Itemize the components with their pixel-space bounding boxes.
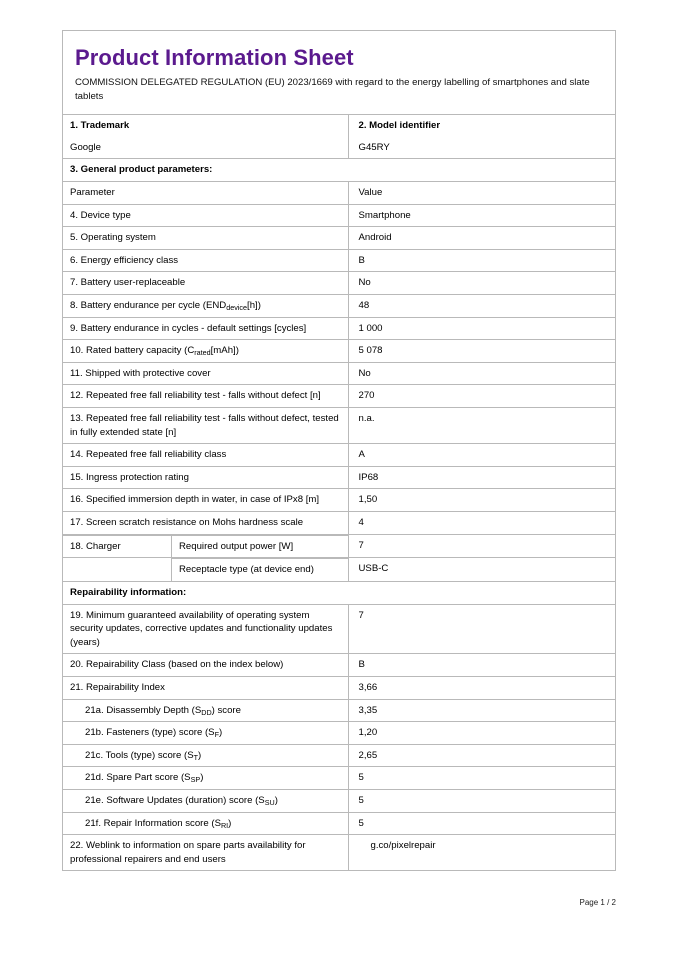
model-label: 2. Model identifier — [348, 115, 615, 137]
table-row — [63, 699, 615, 722]
row-label: 21a. Disassembly Depth $(S_{DD})$ score — [63, 699, 348, 722]
row-value: B — [348, 249, 615, 272]
row-label: 21b. Fasteners (type) score $(S_F)$ — [63, 722, 348, 745]
table-row-trademark-model — [63, 115, 615, 137]
table-row-column-headers — [63, 181, 615, 204]
row-value: Smartphone — [348, 204, 615, 227]
table-row — [63, 385, 615, 408]
charger-output-power-value: 7 — [348, 534, 615, 558]
product-information-sheet — [62, 30, 616, 871]
row-label: 4. Device type — [63, 204, 348, 227]
row-label: 17. Screen scratch resistance on Mohs hardness scale — [63, 512, 348, 535]
row-value: 48 — [348, 294, 615, 317]
row-value: 5 — [348, 812, 615, 835]
row-value: 7 — [348, 604, 615, 654]
row-value: 270 — [348, 385, 615, 408]
table-row — [63, 489, 615, 512]
table-row — [63, 227, 615, 250]
row-value: IP68 — [348, 466, 615, 489]
row-value: 3,35 — [348, 699, 615, 722]
charger-receptacle-value: USB-C — [348, 558, 615, 582]
table-row — [63, 444, 615, 467]
row-label: 8. Battery endurance per cycle $(END_{device}[h])$ — [63, 294, 348, 317]
model-value: G45RY — [358, 141, 390, 153]
table-row — [63, 249, 615, 272]
table-row — [63, 204, 615, 227]
row-label: 7. Battery user-replaceable — [63, 272, 348, 295]
table-row — [63, 317, 615, 340]
table-row — [63, 790, 615, 813]
row-label: 9. Battery endurance in cycles - default settings [cycles] — [63, 317, 348, 340]
table-row — [63, 512, 615, 535]
row-label: 20. Repairability Class (based on the index below) — [63, 654, 348, 677]
table-row — [63, 722, 615, 745]
subscript: T — [193, 752, 198, 762]
table-row — [63, 272, 615, 295]
table-body — [63, 115, 615, 871]
row-value: Android — [348, 227, 615, 250]
row-label: 10. Rated battery capacity $(C_{rated}[mAh])$ — [63, 340, 348, 363]
row-value: 4 — [348, 512, 615, 535]
table-row — [63, 767, 615, 790]
row-label: 19. Minimum guaranteed availability of operating system security updates, corrective updates and functionality updates (years) — [63, 604, 348, 654]
subscript: rated — [194, 348, 211, 358]
subscript: device — [226, 302, 248, 312]
subscript: DD — [201, 707, 212, 717]
page-footer: Page 1 / 2 — [579, 898, 616, 907]
row-value: 1,20 — [348, 722, 615, 745]
row-value: 3,66 — [348, 676, 615, 699]
row-value: n.a. — [348, 408, 615, 444]
table-row — [63, 408, 615, 444]
row-label: 12. Repeated free fall reliability test - falls without defect [n] — [63, 385, 348, 408]
charger-receptacle-cell — [63, 558, 348, 582]
table-row — [63, 466, 615, 489]
charger-label: 18. Charger — [63, 535, 172, 557]
row-value-weblink[interactable]: g.co/pixelrepair — [348, 835, 615, 871]
subscript: F — [214, 730, 219, 740]
row-label: 22. Weblink to information on spare parts availability for professional repairers and end users — [63, 835, 348, 871]
table-row — [63, 835, 615, 871]
row-value: 1 000 — [348, 317, 615, 340]
trademark-label: 1. Trademark — [63, 115, 348, 137]
table-row-trademark-model-values — [63, 137, 615, 159]
row-value: A — [348, 444, 615, 467]
subscript: SU — [264, 798, 275, 807]
row-label: 13. Repeated free fall reliability test - falls without defect, tested in fully extended state [n] — [63, 408, 348, 444]
column-header-parameter: Parameter — [63, 181, 348, 204]
section-repairability-label: Repairability information: — [63, 581, 615, 604]
table-row-charger-output-power — [63, 534, 615, 558]
section-general-label: 3. General product parameters: — [63, 159, 615, 182]
charger-receptacle-label: Receptacle type (at device end) — [172, 559, 348, 581]
table-row-charger-receptacle — [63, 558, 615, 582]
table-row — [63, 744, 615, 767]
table-row — [63, 812, 615, 835]
row-label: 11. Shipped with protective cover — [63, 362, 348, 385]
regulation-subtitle: COMMISSION DELEGATED REGULATION (EU) 2023/1669 with regard to the energy labelling of smartphones and slate tablets — [75, 77, 590, 103]
row-label: 21d. Spare Part score $(S_{SP})$ — [63, 767, 348, 790]
row-label: 21c. Tools (type) score $(S_T)$ — [63, 744, 348, 767]
table-row — [63, 340, 615, 363]
row-value: No — [348, 362, 615, 385]
page-title: Product Information Sheet — [75, 45, 354, 70]
row-label: 6. Energy efficiency class — [63, 249, 348, 272]
charger-label-spacer — [63, 559, 172, 581]
row-value: B — [348, 654, 615, 677]
row-value: 1,50 — [348, 489, 615, 512]
product-parameters-table — [63, 114, 615, 870]
row-label: 14. Repeated free fall reliability class — [63, 444, 348, 467]
charger-output-power-label: Required output power [W] — [172, 535, 348, 557]
table-row — [63, 654, 615, 677]
subscript: SP — [190, 775, 201, 785]
subscript: RI — [220, 820, 229, 830]
row-label: 21f. Repair Information score $(S_{RI})$ — [63, 812, 348, 835]
row-value: 5 — [348, 790, 615, 813]
table-row — [63, 676, 615, 699]
row-value: 5 078 — [348, 340, 615, 363]
table-row — [63, 294, 615, 317]
row-value: No — [348, 272, 615, 295]
row-value: 5 — [348, 767, 615, 790]
row-value: 2,65 — [348, 744, 615, 767]
table-row — [63, 362, 615, 385]
charger-label-cell — [63, 534, 348, 558]
row-label: 16. Specified immersion depth in water, in case of IPx8 [m] — [63, 489, 348, 512]
row-label: 21e. Software Updates (duration) score $(S_{SU})$ — [63, 790, 348, 813]
trademark-value: Google — [63, 137, 348, 159]
section-repairability-information — [63, 581, 615, 604]
row-label: 15. Ingress protection rating — [63, 466, 348, 489]
row-label: 21. Repairability Index — [63, 676, 348, 699]
row-label: 5. Operating system — [63, 227, 348, 250]
table-row — [63, 604, 615, 654]
section-general-parameters — [63, 159, 615, 182]
column-header-value: Value — [348, 181, 615, 204]
